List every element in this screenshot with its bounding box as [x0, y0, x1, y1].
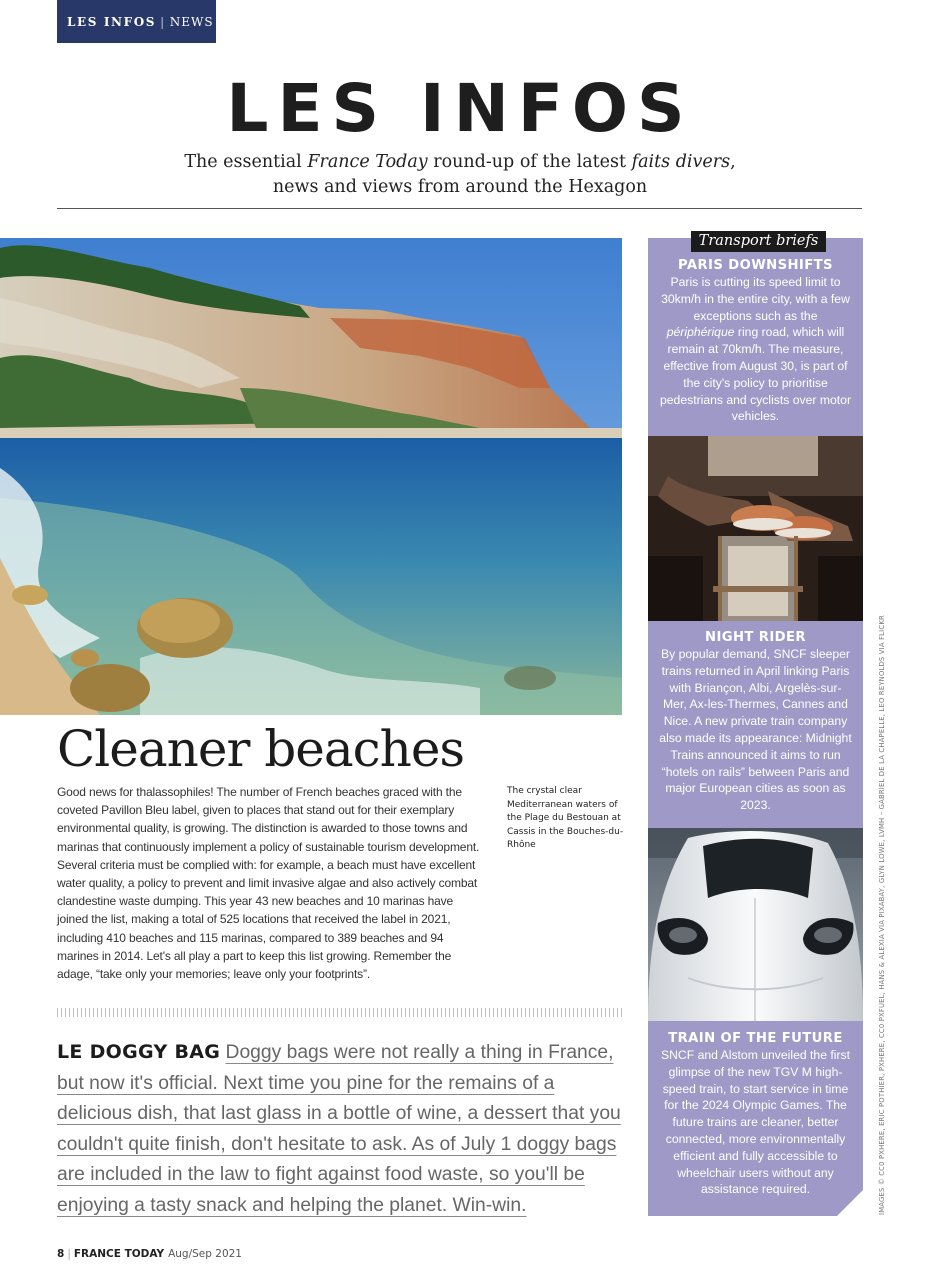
sleeper-train-photo	[648, 436, 863, 621]
doggy-bag-body: Doggy bags were not really a thing in France, but now it's official. Next time you pine for the remains of a delicious dish, that last glass in a bottle of wine, a dessert that you couldn't quite finish, don't hesitate to ask. As of July 1 doggy bags are included in the law to fight against food waste, so you'll be enjoying a tasty snack and helping the planet. Win-win.	[57, 1042, 621, 1216]
tgv-m-train-photo	[648, 828, 863, 1021]
brief-text-b: ring road, which will remain at 70km/h. The measure, effective from August 30, is part of the city's policy to prioritise pedestrians and cyclists over motor vehicles.	[659, 325, 852, 424]
footer-separator: |	[67, 1248, 71, 1260]
image-credits	[878, 615, 886, 1216]
brief-text	[658, 274, 853, 425]
brief-night-rider	[648, 621, 863, 828]
brief-text-em: périphérique	[666, 325, 735, 340]
brief-text: By popular demand, SNCF sleeper trains returned in April linking Paris with Briançon, Albi, Argelès-sur-Mer, Ax-les-Thermes, Cannes and Nice. A new private train company also made its appearance: Midnight Trains announced it aims to run “hotels on rails” between Paris and major European cities as soon as 2023.	[659, 647, 852, 813]
brief-text: SNCF and Alstom unveiled the first glimpse of the new TGV M high-speed train, to start service in time for the 2024 Olympic Games. The future trains are cleaner, better connected, more environmentally efficient and fully accessible to wheelchair users without any assistance required.	[661, 1048, 850, 1197]
subtitle-text-b: round-up of the latest	[427, 152, 632, 172]
dotted-divider	[57, 1008, 623, 1017]
brief-paris-downshifts	[648, 238, 863, 436]
photo-caption: The crystal clear Mediterranean waters of the Plage du Bestouan at Cassis in the Bouches-du-Rhône	[507, 786, 624, 851]
beach-photo	[0, 238, 622, 715]
section-tag-separator: |	[160, 14, 166, 29]
article-headline: Cleaner beaches	[57, 720, 465, 778]
section-tag-news: NEWS	[169, 14, 214, 29]
subtitle-line2: news and views from around the Hexagon	[272, 177, 648, 197]
doggy-bag-title: LE DOGGY BAG	[57, 1041, 221, 1063]
page-subtitle	[0, 150, 920, 200]
page-footer	[57, 1248, 242, 1260]
header-divider	[57, 208, 862, 209]
article-body: Good news for thalassophiles! The number of French beaches graced with the coveted Pavillon Bleu label, given to places that stand out for their exemplary environmental quality, is growing. The distinction is awarded to those towns and marinas that continuously implement a policy of sustainable tourism development. Several criteria must be complied with: for example, a beach must have excellent water quality, a policy to prevent and limit invasive algae and also actively combat clandestine waste dumping. This year 43 new beaches and 10 marinas have joined the list, making a total of 525 locations that received the label in 2021, including 410 beaches and 115 marinas, compared to 389 beaches and 94 marines in 2014. Let's all play a part to keep this list growing. Remember the adage, “take only your memories; leave only your footprints”.	[57, 785, 480, 982]
brief-text-a: Paris is cutting its speed limit to 30km/h in the entire city, with a few exceptions such as the	[661, 275, 850, 323]
section-tag-main: LES INFOS	[67, 14, 157, 29]
page-number: 8	[57, 1248, 65, 1260]
section-tag	[57, 0, 216, 43]
sidebar-label: Transport briefs	[691, 231, 826, 252]
page-title: LES INFOS	[226, 70, 694, 147]
subtitle-em-magazine: France Today	[307, 152, 428, 172]
subtitle-em-faits: faits divers	[631, 152, 731, 172]
brief-title: PARIS DOWNSHIFTS	[678, 258, 833, 273]
brief-train-of-the-future	[648, 1021, 863, 1216]
magazine-name: FRANCE TODAY	[73, 1248, 165, 1260]
brief-title: NIGHT RIDER	[705, 630, 806, 645]
brief-title: TRAIN OF THE FUTURE	[668, 1031, 843, 1046]
image-credits-text: IMAGES © CC0 PXHERE, ERIC POTHIER, PXHERE, CC0 PXFUEL, HANS & ALEXIA VIA PIXABAY, GLYN LOWE, LVMH – GABRIEL DE LA CHAPELLE, LEO REYNOLDS VIA FLICKR	[878, 615, 886, 1215]
issue-date: Aug/Sep 2021	[168, 1248, 242, 1260]
subtitle-text-a: The essential	[184, 152, 308, 172]
doggy-bag-item	[57, 1037, 632, 1222]
subtitle-text-c: ,	[730, 152, 736, 172]
